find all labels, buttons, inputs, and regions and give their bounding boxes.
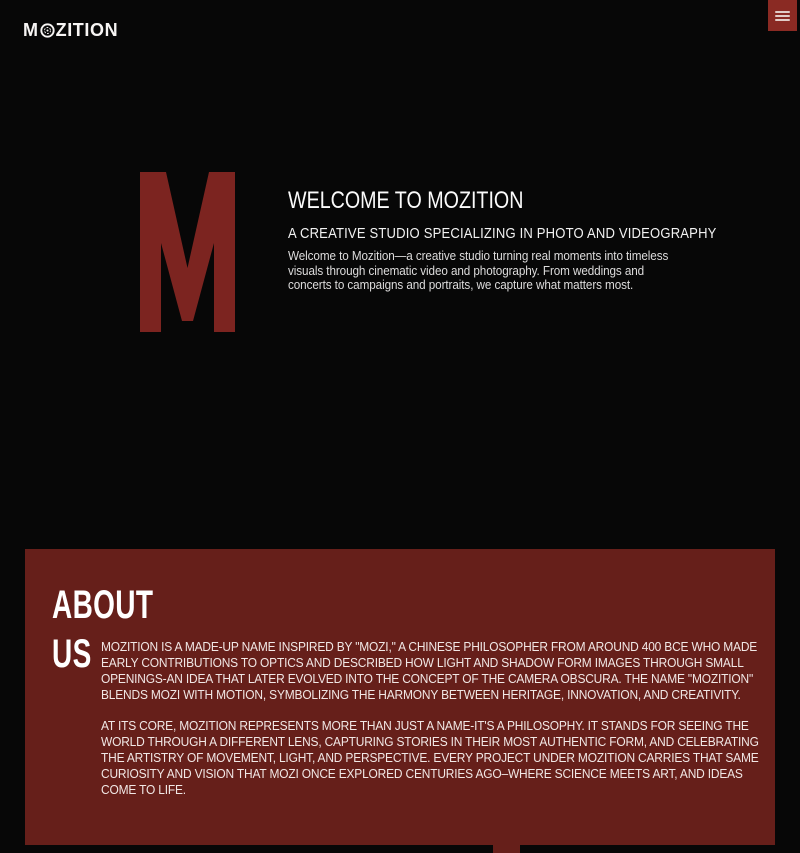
hero-description: Welcome to Mozition—a creative studio turning real moments into timeless visuals through cinematic video and photography. From weddings and concerts to campaigns and portraits, we capture what matters most.: [288, 248, 669, 292]
about-heading-line2: US: [52, 632, 92, 676]
hero-monogram-m: [140, 172, 235, 332]
about-paragraph-2: AT ITS CORE, MOZITION REPRESENTS MORE THAN JUST A NAME-IT'S A PHILOSOPHY. IT STANDS FOR SEEING THE WORLD THROUGH A DIFFERENT LENS, CAPTURING STORIES IN THEIR MOST AUTHENTIC FORM, AND CELEBRATING THE ARTISTRY OF MOVEMENT, LIGHT, AND PERSPECTIVE. EVERY PROJECT UNDER MOZITION CARRIES THAT SAME CURIOSITY AND VISION THAT MOZI ONCE EXPLORED CENTURIES AGO–WHERE SCIENCE MEETS ART, AND IDEAS COME TO LIFE.: [101, 718, 759, 797]
lens-aperture-icon: [40, 23, 55, 38]
section-divider-tab: [493, 845, 520, 853]
hero-subtitle: A CREATIVE STUDIO SPECIALIZING IN PHOTO AND VIDEOGRAPHY: [288, 226, 717, 242]
logo-text-prefix: M: [23, 20, 39, 40]
about-paragraph-1: MOZITION IS A MADE-UP NAME INSPIRED BY "MOZI," A CHINESE PHILOSOPHER FROM AROUND 400 BCE WHO MADE EARLY CONTRIBUTIONS TO OPTICS AND DESCRIBED HOW LIGHT AND SHADOW FORM IMAGES THROUGH SMALL OPENINGS-AN IDEA THAT LATER EVOLVED INTO THE CONCEPT OF THE CAMERA OBSCURA. THE NAME "MOZITION" BLENDS MOZI WITH MOTION, SYMBOLIZING THE HARMONY BETWEEN HERITAGE, INNOVATION, AND CREATIVITY.: [101, 639, 758, 702]
site-logo[interactable]: [23, 21, 118, 39]
logo-text-suffix: ZITION: [55, 20, 119, 40]
hero-title: WELCOME TO MOZITION: [288, 187, 524, 214]
about-heading-line1: ABOUT: [52, 583, 154, 627]
menu-button[interactable]: [768, 0, 797, 31]
hamburger-menu-icon: [768, 0, 797, 31]
about-body: [101, 639, 769, 798]
hero-section: [288, 188, 764, 293]
about-section: [25, 549, 775, 845]
